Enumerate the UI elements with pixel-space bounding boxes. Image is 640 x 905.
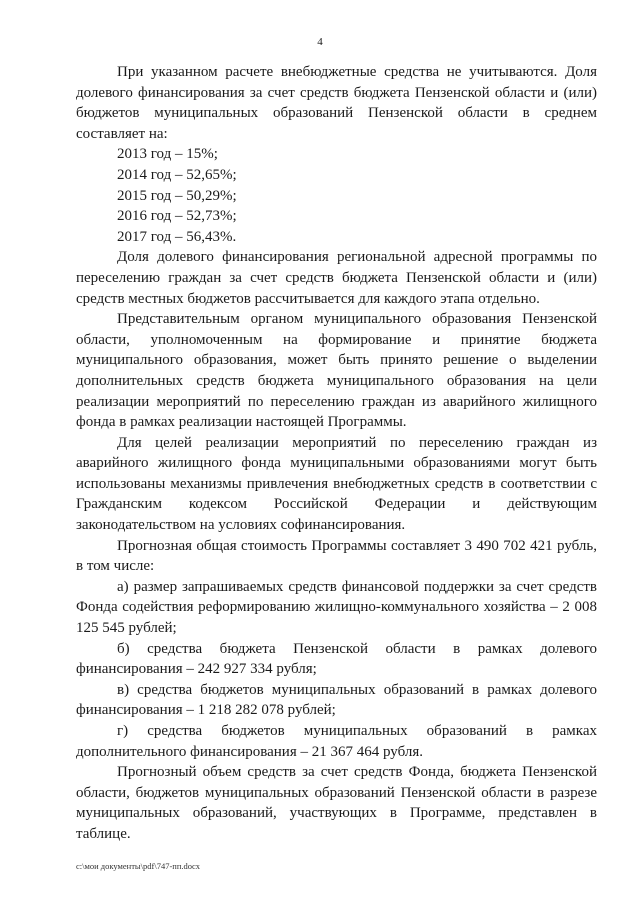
footer-file-path: c:\мои документы\pdf\747-пп.docx xyxy=(76,861,201,871)
year-line-2017: 2017 год – 56,43%. xyxy=(117,228,237,245)
paragraph-forecast-volume: Прогнозный объем средств за счет средств Фонда, бюджета Пензенской области, бюджетов муниципальных образований Пензенской области в разрезе муниципальных образований, участвующих в Программе, представлен в таблице. xyxy=(76,764,597,842)
paragraph-representative-body: Представительным органом муниципального образования Пензенской области, уполномоченным на формирование и принятие бюджета муниципального образования, может быть принято решение о выделении дополнительных средств бюджета муниципального образования на цели реализации мероприятий по переселению граждан из аварийного жилищного фонда в рамках реализации настоящей Программы. xyxy=(76,311,597,431)
year-line-2015: 2015 год – 50,29%; xyxy=(117,187,237,204)
item-a-fund: а) размер запрашиваемых средств финансовой поддержки за счет средств Фонда содействия реформированию жилищно-коммунального хозяйства – 2 008 125 545 рублей; xyxy=(76,578,597,637)
year-line-2013: 2013 год – 15%; xyxy=(117,146,218,163)
item-v-municipal-budgets: в) средства бюджетов муниципальных образований в рамках долевого финансирования – 1 218 282 078 рублей; xyxy=(76,681,597,719)
page-number: 4 xyxy=(317,36,323,48)
year-line-2016: 2016 год – 52,73%; xyxy=(117,208,237,225)
document-body xyxy=(76,62,597,845)
paragraph-extrabudgetary: Для целей реализации мероприятий по переселению граждан из аварийного жилищного фонда муниципальными образованиями могут быть использованы механизмы привлечения внебюджетных средств в соответствии с Гражданским кодексом Российской Федерации и действующим законодательством на условиях софинансирования. xyxy=(76,434,597,534)
paragraph-share-calculation: Доля долевого финансирования региональной адресной программы по переселению граждан за счет средств бюджета Пензенской области и (или) средств местных бюджетов рассчитывается для каждого этапа отдельно. xyxy=(76,249,597,307)
year-line-2014: 2014 год – 52,65%; xyxy=(117,166,237,183)
item-b-regional-budget: б) средства бюджета Пензенской области в рамках долевого финансирования – 242 927 334 рубля; xyxy=(76,640,597,678)
paragraph-intro: При указанном расчете внебюджетные средства не учитываются. Доля долевого финансирования за счет средств бюджета Пензенской области и (или) бюджетов муниципальных образований Пензенской области в среднем составляет на: xyxy=(76,64,597,142)
item-g-additional-financing: г) средства бюджетов муниципальных образований в рамках дополнительного финансирования – 21 367 464 рубля. xyxy=(76,723,597,760)
paragraph-total-cost: Прогнозная общая стоимость Программы составляет 3 490 702 421 рубль, в том числе: xyxy=(76,537,597,575)
